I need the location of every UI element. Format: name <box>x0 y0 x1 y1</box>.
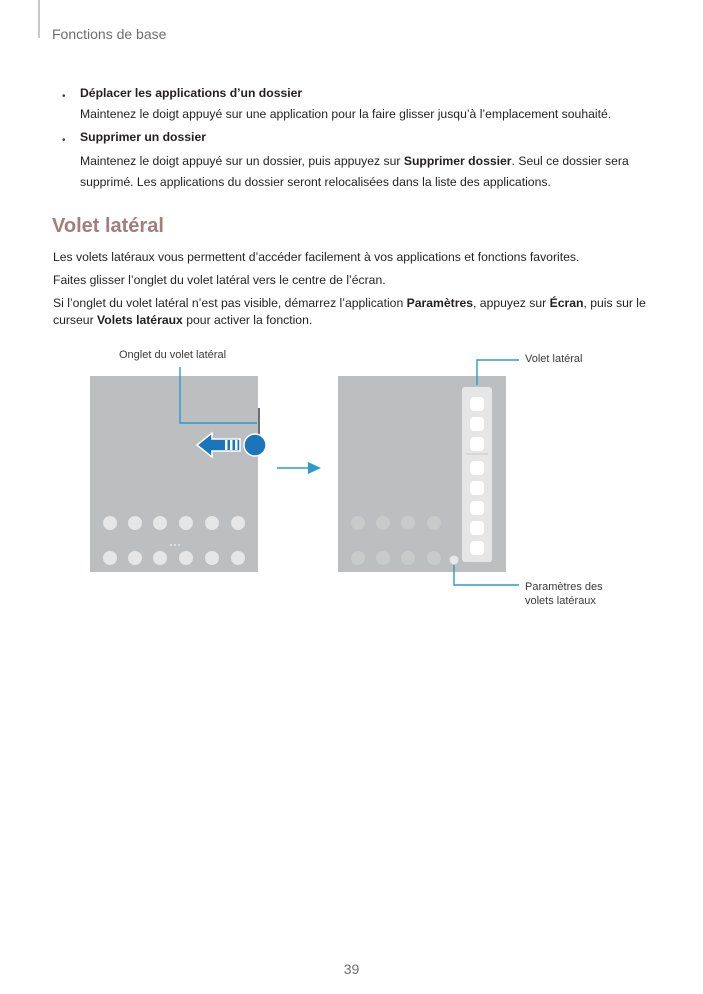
edge-panel-settings-icon <box>449 555 459 565</box>
caption-tab: Onglet du volet latéral <box>119 349 227 361</box>
caption-panel: Volet latéral <box>525 353 583 365</box>
text-run: Si l’onglet du volet latéral n’est pas visible, démarrez l’application <box>53 296 407 310</box>
text-run: , puis sur le curseur <box>53 296 646 327</box>
paragraph-intro: Les volets latéraux vous permettent d’accéder facilement à vos applications et fonctions favorites. <box>53 250 580 264</box>
text-run: Maintenez le doigt appuyé sur un dossier, puis appuyez sur <box>80 154 404 168</box>
edge-tab-handle <box>258 408 260 436</box>
bullet-title-move-apps: Déplacer les applications d’un dossier <box>80 86 303 100</box>
page-indicator <box>170 544 180 546</box>
section-title: Volet latéral <box>52 215 164 237</box>
paragraph-activate <box>53 295 648 329</box>
bullet-marker: • <box>62 135 66 146</box>
caption-settings-line2: volets latéraux <box>525 595 596 607</box>
bullet-body-delete-folder <box>80 151 650 193</box>
bullet-body-move-apps: Maintenez le doigt appuyé sur une application pour la faire glisser jusqu’à l’emplacement souhaité. <box>80 107 612 121</box>
bullet-title-delete-folder: Supprimer un dossier <box>80 130 206 144</box>
touch-point-icon <box>244 434 266 456</box>
caption-settings-line1: Paramètres des <box>525 581 603 593</box>
text-run: , appuyez sur <box>473 296 550 310</box>
bold-term: Volets latéraux <box>97 313 183 327</box>
transition-arrow-icon <box>277 462 321 474</box>
bold-term: Supprimer dossier <box>403 154 512 168</box>
home-screen-right <box>338 360 519 585</box>
text-run: pour activer la fonction. <box>182 313 313 327</box>
bullet-marker: • <box>62 91 66 102</box>
page-number: 39 <box>343 961 360 977</box>
home-screen-left <box>90 367 266 572</box>
paragraph-drag: Faites glisser l’onglet du volet latéral vers le centre de l’écran. <box>53 273 386 287</box>
bold-term: Écran <box>549 296 584 310</box>
bold-term: Paramètres <box>406 296 474 310</box>
header-rule <box>38 0 40 38</box>
edge-panel-illustration <box>85 355 605 595</box>
chapter-header: Fonctions de base <box>52 26 167 42</box>
text-run: . Seul ce dossier sera supprimé. Les applications du dossier seront relocalisées dans la liste des applications. <box>80 154 629 189</box>
